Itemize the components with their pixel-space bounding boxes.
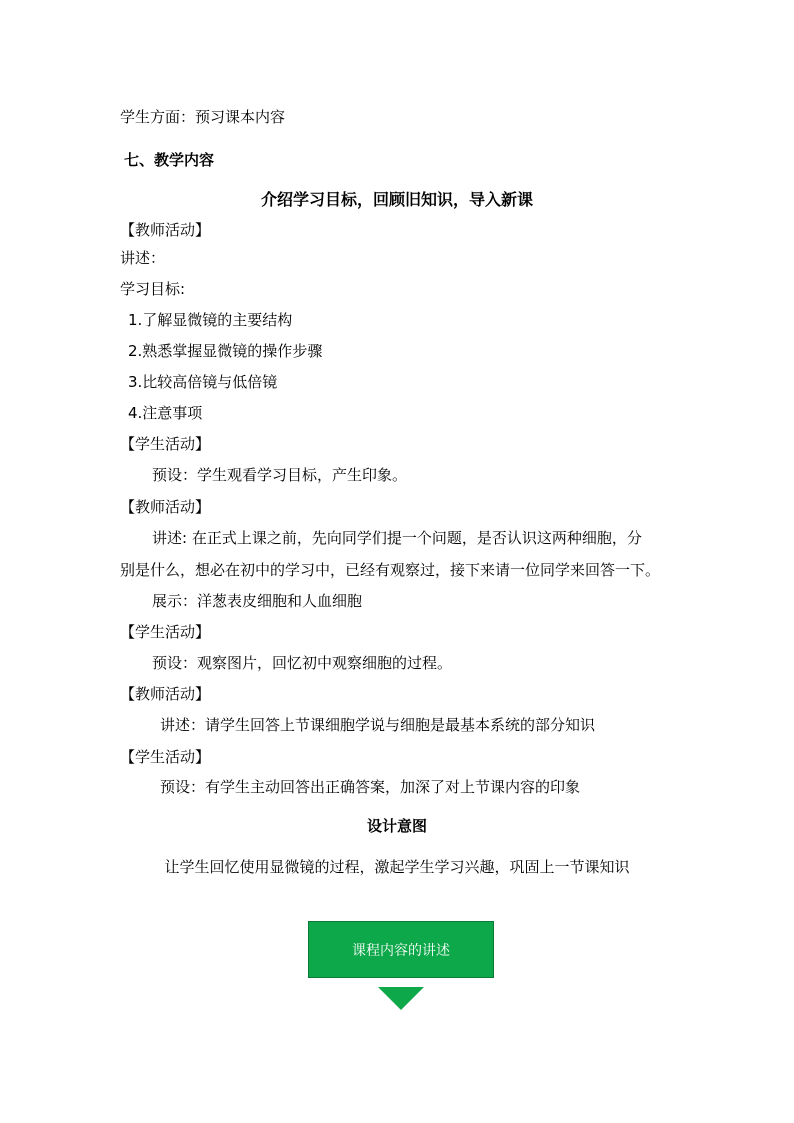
section-heading-teaching-content: 七、教学内容 — [124, 151, 215, 169]
goal-item-4: 4.注意事项 — [128, 404, 203, 422]
goal-item-1: 1.了解显微镜的主要结构 — [128, 311, 293, 329]
narration-paragraph-line: 讲述: 在正式上课之前，先向同学们提一个问题，是否认识这两种细胞，分 — [152, 529, 642, 547]
display-line: 展示：洋葱表皮细胞和人血细胞 — [152, 592, 363, 610]
student-activity-label: 【学生活动】 — [120, 435, 211, 453]
teacher-activity-label: 【教师活动】 — [120, 685, 211, 703]
flowchart-box — [308, 921, 494, 978]
student-preparation: 学生方面：预习课本内容 — [120, 108, 286, 126]
narration-line: 讲述：请学生回答上节课细胞学说与细胞是最基本系统的部分知识 — [160, 716, 596, 734]
goal-item-2: 2.熟悉掌握显微镜的操作步骤 — [128, 342, 323, 360]
design-intent-title: 设计意图 — [366, 817, 427, 835]
subsection-title: 介绍学习目标，回顾旧知识，导入新课 — [260, 190, 533, 209]
teacher-activity-label: 【教师活动】 — [120, 221, 211, 239]
narration-label: 讲述： — [120, 249, 166, 267]
goal-item-3: 3.比较高倍镜与低倍镜 — [128, 373, 278, 391]
student-expectation: 预设：学生观看学习目标，产生印象。 — [152, 466, 408, 484]
learning-goals-label: 学习目标: — [120, 280, 186, 298]
flowchart-box-label: 课程内容的讲述 — [352, 942, 450, 959]
design-intent-text: 让学生回忆使用显微镜的过程，激起学生学习兴趣，巩固上一节课知识 — [164, 858, 630, 876]
student-expectation: 预设：观察图片，回忆初中观察细胞的过程。 — [152, 654, 453, 672]
teacher-activity-label: 【教师活动】 — [120, 498, 211, 516]
student-expectation: 预设：有学生主动回答出正确答案，加深了对上节课内容的印象 — [160, 778, 581, 796]
student-activity-label: 【学生活动】 — [120, 623, 211, 641]
down-arrow-icon — [378, 987, 424, 1010]
narration-paragraph-line: 别是什么，想必在初中的学习中，已经有观察过，接下来请一位同学来回答一下。 — [120, 561, 661, 579]
student-activity-label: 【学生活动】 — [120, 748, 211, 766]
